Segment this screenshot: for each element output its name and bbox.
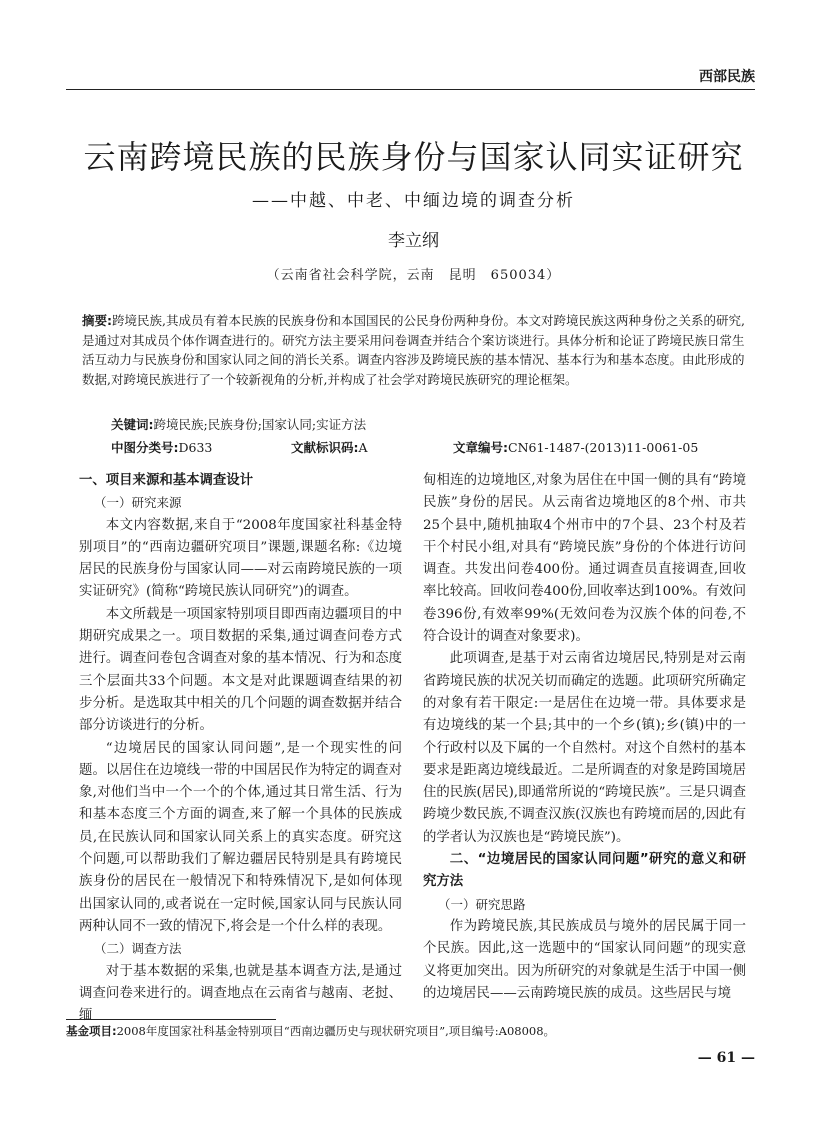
left-column xyxy=(79,470,402,1027)
keywords-label: 关键词: xyxy=(111,417,154,432)
subsection-heading: （一）研究来源 xyxy=(94,495,182,511)
body-paragraph: 本文内容数据,来自于“2008年度国家社科基金特别项目”的“西南边疆研究项目”课题,课题名称:《边境居民的民族身份与国家认同——对云南跨境民族的一项实证研究》(简称“跨境民族认同研究”)的调查。 xyxy=(79,517,402,600)
section-heading: 二、“边境居民的国家认同问题”研究的意义和研究方法 xyxy=(423,852,746,890)
doc-code-value: A xyxy=(358,440,368,455)
article-subtitle: ——中越、中老、中缅边境的调查分析 xyxy=(252,191,575,211)
right-column xyxy=(423,470,746,1005)
body-paragraph: 作为跨境民族,其民族成员与境外的居民属于同一个民族。因此,这一选题中的“国家认同问题”的现实意义将更加突出。因为所研究的对象就是生活于中国一侧的边境居民——云南跨境民族的成员。这些居民与境 xyxy=(423,918,746,1001)
footnote-text: 2008年度国家社科基金特别项目“西南边疆历史与现状研究项目”,项目编号:A08008。 xyxy=(116,1024,556,1038)
abstract-text: 跨境民族,其成员有着本民族的民族身份和本国国民的公民身份两种身份。本文对跨境民族这两种身份之关系的研究,是通过对其成员个体作调查进行的。研究方法主要采用问卷调查并结合个案访谈进行。具体分析和论证了跨境民族日常生活互动力与民族身份和国家认同之间的消长关系。调查内容涉及跨境民族的基本情况、基本行为和基本态度。由此形成的数据,对跨境民族进行了一个较新视角的分析,并构成了社会学对跨境民族研究的理论框架。 xyxy=(82,313,745,387)
article-title: 云南跨境民族的民族身份与国家认同实证研究 xyxy=(83,138,744,176)
article-number-value: CN61-1487-(2013)11-0061-05 xyxy=(508,440,699,455)
subsection-heading: （二）调查方法 xyxy=(94,941,182,957)
page-number: — 61 — xyxy=(697,1050,755,1066)
footnote-rule xyxy=(66,1019,276,1020)
abstract-label: 摘要: xyxy=(82,313,112,328)
keywords-text: 跨境民族;民族身份;国家认同;实证方法 xyxy=(153,417,367,432)
clc-label: 中图分类号: xyxy=(111,440,179,455)
body-paragraph: 对于基本数据的采集,也就是基本调查方法,是通过调查问卷来进行的。调查地点在云南省与越南、老挝、缅 xyxy=(79,963,402,1024)
article-number-label: 文章编号: xyxy=(453,440,508,455)
article-meta xyxy=(111,438,751,456)
keywords xyxy=(111,415,751,433)
doc-code-label: 文献标识码: xyxy=(291,440,359,455)
header-rule xyxy=(66,89,755,90)
abstract xyxy=(82,311,746,389)
section-heading: 一、项目来源和基本调查设计 xyxy=(79,473,254,488)
body-paragraph: “边境居民的国家认同问题”,是一个现实性的问题。以居住在边境线一带的中国居民作为特定的调查对象,对他们当中一个一个的个体,通过其日常生活、行为和基本态度三个方面的调查,来了解一个具体的民族成员,在民族认同和国家认同关系上的真实态度。研究这个问题,可以帮助我们了解边疆居民特别是具有跨境民族身份的居民在一般情况下和特殊情况下,是如何体现出国家认同的,或者说在一定时候,国家认同与民族认同两种认同不一致的情况下,将会是一个什么样的表现。 xyxy=(79,740,402,934)
author-affiliation: （云南省社会科学院，云南 昆明 650034） xyxy=(266,268,561,283)
footnote-label: 基金项目: xyxy=(66,1024,117,1038)
body-paragraph: 此项调查,是基于对云南省边境居民,特别是对云南省跨境民族的状况关切而确定的选题。此项研究所确定的对象有若干限定:一是居住在边境一带。具体要求是有边境线的某一个县;其中的一个乡(镇);乡(镇)中的一个行政村以及下属的一个自然村。对这个自然村的基本要求是距离边境线最近。二是所调查的对象是跨国境居住的民族(居民),即通常所说的“跨境民族”。三是只调查跨境少数民族,不调查汉族(汉族也有跨境而居的,因此有的学者认为汉族也是“跨境民族”)。 xyxy=(423,651,746,845)
journal-name: 西部民族 xyxy=(699,69,755,85)
body-paragraph-continued: 甸相连的边境地区,对象为居住在中国一侧的具有“跨境民族”身份的居民。从云南省边境地区的8个州、市共25个县中,随机抽取4个州市中的7个县、23个村及若干个村民小组,对具有“跨境民族”身份的个体进行访问调查。共发出问卷400份。通过调查员直接调查,回收率比较高。回收问卷400份,回收率达到100%。有效问卷396份,有效率99%(无效问卷为汉族个体的问卷,不符合设计的调查对象要求)。 xyxy=(423,473,746,645)
body-paragraph: 本文所载是一项国家特别项目即西南边疆项目的中期研究成果之一。项目数据的采集,通过调查问卷方式进行。调查问卷包含调查对象的基本情况、行为和态度三个层面共33个问题。本文是对此课题调查结果的初步分析。是选取其中相关的几个问题的调查数据并结合部分访谈进行的分析。 xyxy=(79,606,402,734)
funding-footnote xyxy=(66,1023,756,1039)
clc-value: D633 xyxy=(178,440,213,455)
subsection-heading: （一）研究思路 xyxy=(438,896,526,912)
author-name: 李立纲 xyxy=(388,231,439,251)
